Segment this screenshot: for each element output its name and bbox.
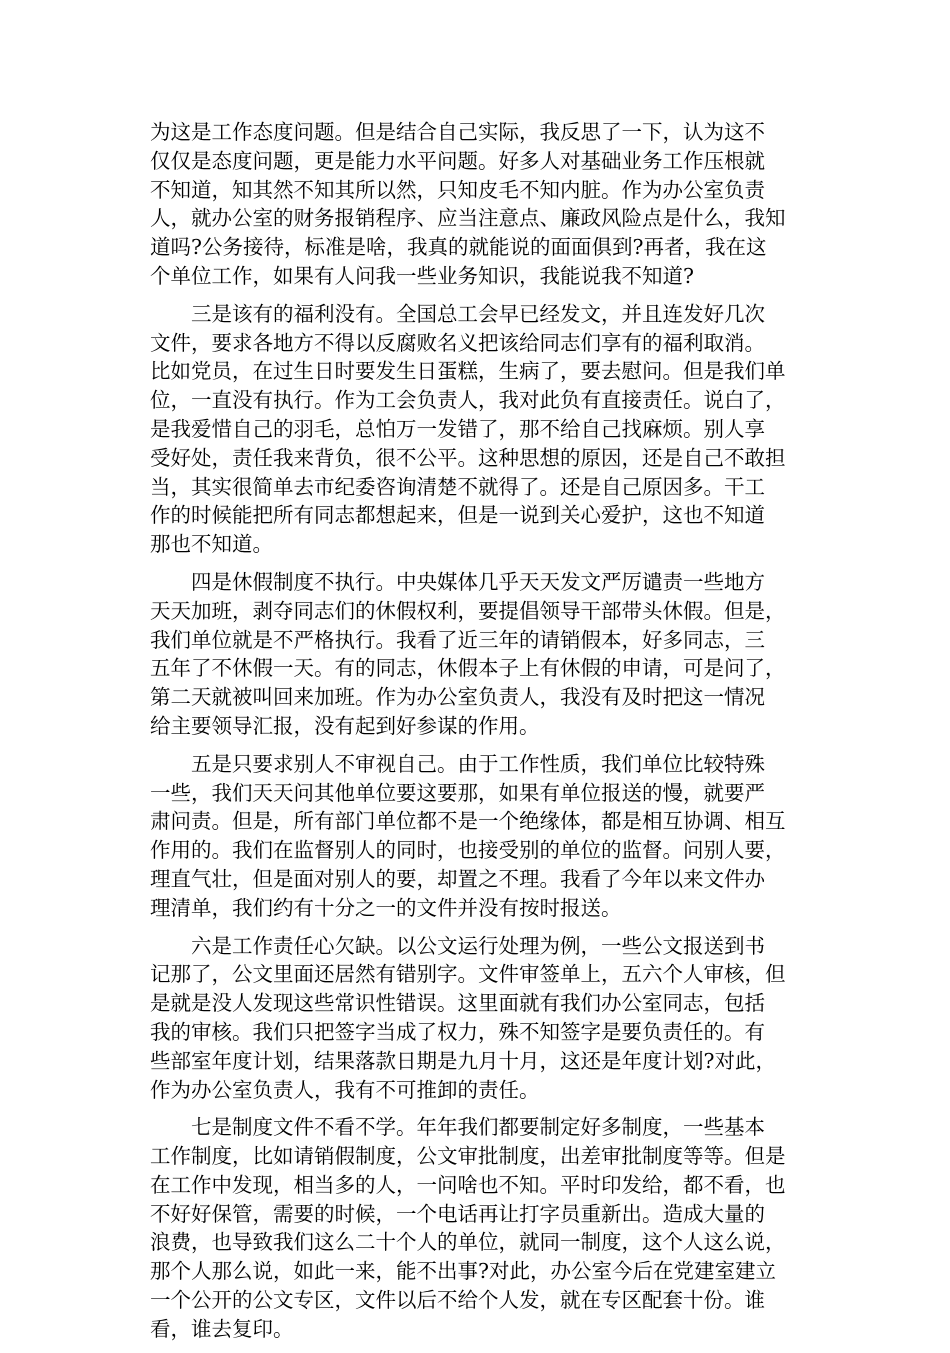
text-line: 比如党员，在过生日时要发生日蛋糕，生病了，要去慰问。但是我们单 [150, 359, 786, 384]
text-line: 天天加班，剥夺同志们的休假权利，要提倡领导干部带头休假。但是， [150, 598, 786, 623]
text-line: 道吗?公务接待，标准是啥，我真的就能说的面面俱到?再者，我在这 [150, 235, 767, 260]
text-line: 浪费，也导致我们这么二十个人的单位，就同一制度，这个人这么说， [150, 1230, 786, 1255]
text-line: 我们单位就是不严格执行。我看了近三年的请销假本，好多同志，三 [150, 627, 765, 652]
text-line: 位，一直没有执行。作为工会负责人，我对此负有直接责任。说白了， [150, 388, 786, 413]
text-line: 人，就办公室的财务报销程序、应当注意点、廉政风险点是什么，我知 [150, 206, 786, 231]
text-line: 作的时候能把所有同志都想起来，但是一说到关心爱护，这也不知道 [150, 503, 765, 528]
text-line: 五年了不休假一天。有的同志，休假本子上有休假的申请，可是问了， [150, 656, 786, 681]
text-line: 一个公开的公文专区，文件以后不给个人发，就在专区配套十份。谁 [150, 1288, 765, 1313]
text-line: 在工作中发现，相当多的人，一问啥也不知。平时印发给，都不看，也 [150, 1172, 786, 1197]
paragraph-responsibility [150, 932, 810, 1105]
text-line: 受好处，责任我来背负，很不公平。这种思想的原因，还是自己不敢担 [150, 445, 786, 470]
text-line: 第二天就被叫回来加班。作为办公室负责人，我没有及时把这一情况 [150, 685, 765, 710]
text-line: 记那了，公文里面还居然有错别字。文件审签单上，五六个人审核，但 [150, 962, 786, 987]
text-line: 些部室年度计划，结果落款日期是九月十月，这还是年度计划?对此， [150, 1048, 776, 1073]
text-line: 不好好保管，需要的时候，一个电话再让打字员重新出。造成大量的 [150, 1201, 765, 1226]
text-line: 五是只要求别人不审视自己。由于工作性质，我们单位比较特殊 [191, 751, 765, 776]
text-line: 文件，要求各地方不得以反腐败名义把该给同志们享有的福利取消。 [150, 330, 765, 355]
text-line: 为这是工作态度问题。但是结合自己实际，我反思了一下，认为这不 [150, 120, 765, 144]
text-line: 作用的。我们在监督别人的同时，也接受别的单位的监督。问别人要， [150, 838, 786, 863]
text-line: 当，其实很简单去市纪委咨询清楚不就得了。还是自己原因多。干工 [150, 474, 765, 499]
text-line: 作为办公室负责人，我有不可推卸的责任。 [150, 1077, 540, 1102]
text-line: 给主要领导汇报，没有起到好参谋的作用。 [150, 713, 540, 738]
text-line: 一些，我们天天问其他单位要这要那，如果有单位报送的慢，就要严 [150, 780, 765, 805]
text-line: 个单位工作，如果有人问我一些业务知识，我能说我不知道? [150, 263, 694, 288]
text-line: 看，谁去复印。 [150, 1316, 294, 1341]
text-line: 七是制度文件不看不学。年年我们都要制定好多制度，一些基本 [191, 1115, 765, 1140]
text-line: 我的审核。我们只把签字当成了权力，殊不知签字是要负责任的。有 [150, 1019, 765, 1044]
paragraph-self-review [150, 750, 810, 923]
text-line: 工作制度，比如请销假制度，公文审批制度，出差审批制度等等。但是 [150, 1144, 786, 1169]
text-line: 理直气壮，但是面对别人的要，却置之不理。我看了今年以来文件办 [150, 866, 765, 891]
text-line: 理清单，我们约有十分之一的文件并没有按时报送。 [150, 895, 622, 920]
text-line: 三是该有的福利没有。全国总工会早已经发文，并且连发好几次 [191, 301, 765, 326]
text-line: 仅仅是态度问题，更是能力水平问题。好多人对基础业务工作压根就 [150, 148, 765, 173]
document-body [150, 118, 810, 1353]
text-line: 那也不知道。 [150, 532, 273, 557]
text-line: 是我爱惜自己的羽毛，总怕万一发错了，那不给自己找麻烦。别人享 [150, 416, 765, 441]
paragraph-continuation [150, 118, 810, 291]
text-line: 肃问责。但是，所有部门单位都不是一个绝缘体，都是相互协调、相互 [150, 809, 786, 834]
paragraph-welfare [150, 300, 810, 559]
text-line: 不知道，知其然不知其所以然，只知皮毛不知内脏。作为办公室负责 [150, 177, 765, 202]
text-line: 那个人那么说，如此一来，能不出事?对此，办公室今后在党建室建立 [150, 1259, 776, 1284]
paragraph-vacation [150, 568, 810, 741]
paragraph-regulations [150, 1113, 810, 1343]
text-line: 六是工作责任心欠缺。以公文运行处理为例，一些公文报送到书 [191, 933, 765, 958]
text-line: 是就是没人发现这些常识性错误。这里面就有我们办公室同志，包括 [150, 991, 765, 1016]
text-line: 四是休假制度不执行。中央媒体几乎天天发文严厉谴责一些地方 [191, 569, 765, 594]
